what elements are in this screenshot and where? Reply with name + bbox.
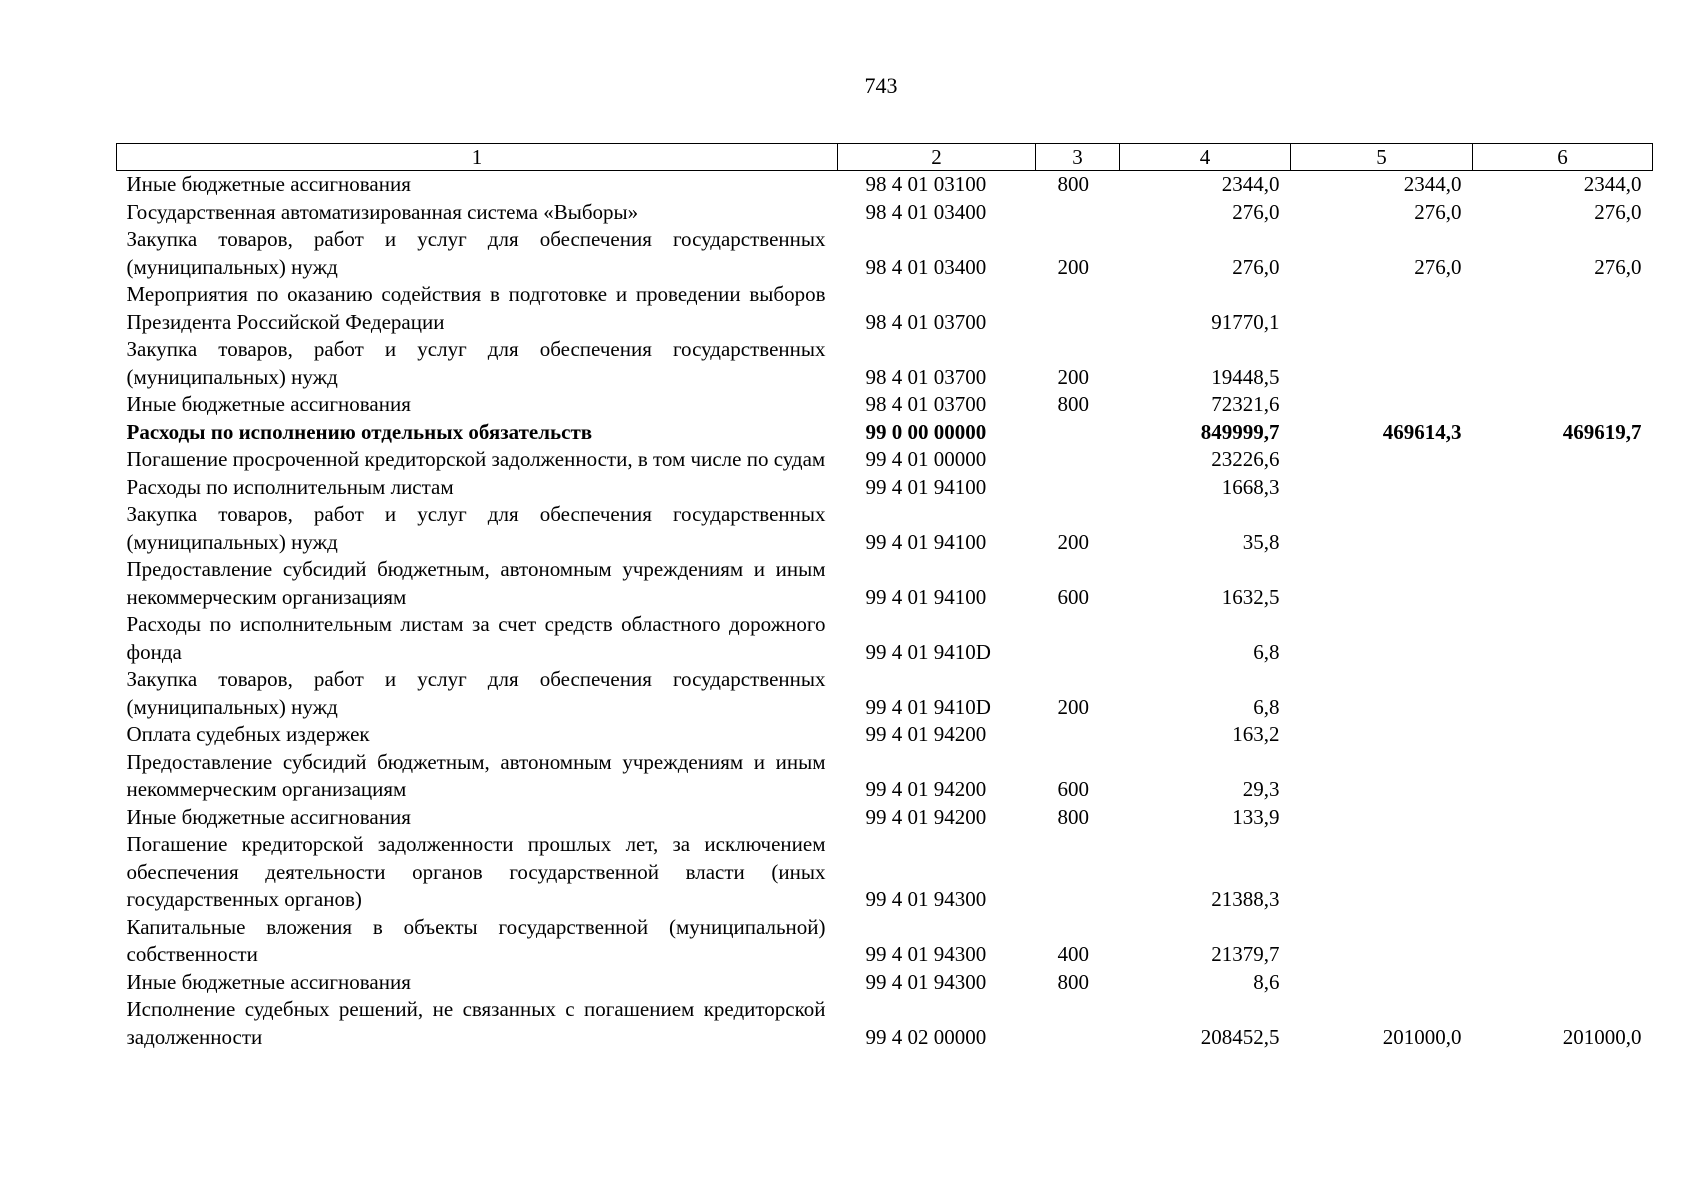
table-row <box>117 666 1653 721</box>
row-name-cell: Расходы по исполнительным листам <box>126 474 454 499</box>
row-code-cell: 99 4 01 94200 <box>865 804 987 829</box>
row-kvr-cell <box>1036 611 1120 666</box>
row-kvr-cell: 800 <box>1057 804 1089 829</box>
table-row <box>117 914 1653 969</box>
table-row <box>117 556 1653 611</box>
row-code-cell: 98 4 01 03700 <box>865 309 987 334</box>
column-header-3: 3 <box>1036 144 1120 171</box>
row-kvr-cell <box>1036 199 1120 227</box>
row-value-col4: 6,8 <box>1253 639 1280 664</box>
table-row <box>117 281 1653 336</box>
row-value-col6 <box>1473 474 1653 502</box>
row-value-col6 <box>1473 281 1653 336</box>
column-header-4: 4 <box>1120 144 1291 171</box>
row-code-cell: 98 4 01 03700 <box>865 364 987 389</box>
row-value-col6 <box>1473 446 1653 474</box>
row-kvr-cell: 800 <box>1057 392 1089 416</box>
row-value-col4: 29,3 <box>1242 777 1280 801</box>
row-value-col6 <box>1473 666 1653 721</box>
row-value-col5: 276,0 <box>1414 254 1462 279</box>
row-value-col4: 133,9 <box>1232 804 1280 829</box>
row-value-col6: 2344,0 <box>1583 172 1642 196</box>
row-name-cell: Мероприятия по оказанию содействия в подготовке и проведении выборов Президента Российской Федерации <box>126 282 826 334</box>
row-value-col5 <box>1291 611 1473 666</box>
table-row <box>117 226 1653 281</box>
table-row <box>117 749 1653 804</box>
table-row <box>117 996 1653 1051</box>
row-name-cell: Закупка товаров, работ и услуг для обеспечения государственных (муниципальных) нужд <box>126 667 826 719</box>
row-value-col4: 2344,0 <box>1221 172 1280 196</box>
row-kvr-cell <box>1036 996 1120 1051</box>
row-value-col4: 19448,5 <box>1211 364 1280 389</box>
row-code-cell: 99 4 01 94100 <box>865 474 987 499</box>
row-name-cell: Иные бюджетные ассигнования <box>126 172 411 196</box>
row-value-col6 <box>1473 501 1653 556</box>
row-code-cell: 98 4 01 03400 <box>865 254 987 279</box>
column-header-2: 2 <box>838 144 1036 171</box>
table-row <box>117 804 1653 832</box>
column-header-6: 6 <box>1473 144 1653 171</box>
row-value-col5: 469614,3 <box>1382 419 1462 444</box>
row-value-col4: 6,8 <box>1253 694 1280 719</box>
row-name-cell: Исполнение судебных решений, не связанных с погашением кредиторской задолженности <box>126 997 826 1049</box>
row-value-col4: 72321,6 <box>1211 392 1280 416</box>
row-kvr-cell: 200 <box>1057 364 1089 389</box>
row-kvr-cell: 200 <box>1057 529 1089 554</box>
row-name-cell: Иные бюджетные ассигнования <box>126 392 411 416</box>
row-kvr-cell <box>1036 419 1120 447</box>
row-kvr-cell <box>1036 446 1120 474</box>
row-value-col5: 201000,0 <box>1382 1024 1462 1049</box>
row-name-cell: Закупка товаров, работ и услуг для обеспечения государственных (муниципальных) нужд <box>126 502 826 554</box>
row-value-col5 <box>1291 556 1473 611</box>
row-kvr-cell: 400 <box>1057 942 1089 966</box>
row-value-col5: 276,0 <box>1414 199 1462 224</box>
row-value-col5 <box>1291 969 1473 997</box>
table-row <box>117 611 1653 666</box>
row-value-col4: 208452,5 <box>1200 1024 1280 1049</box>
table-row <box>117 419 1653 447</box>
row-value-col6: 201000,0 <box>1562 1024 1642 1049</box>
row-value-col6 <box>1473 556 1653 611</box>
row-value-col4: 163,2 <box>1232 722 1280 746</box>
row-value-col6 <box>1473 721 1653 749</box>
row-value-col5 <box>1291 281 1473 336</box>
column-header-5: 5 <box>1291 144 1473 171</box>
row-value-col5 <box>1291 914 1473 969</box>
row-kvr-cell: 800 <box>1057 969 1089 994</box>
row-value-col5: 2344,0 <box>1403 172 1462 196</box>
row-name-cell: Иные бюджетные ассигнования <box>126 804 411 829</box>
row-name-cell: Закупка товаров, работ и услуг для обеспечения государственных (муниципальных) нужд <box>126 337 826 389</box>
row-value-col6: 276,0 <box>1594 254 1642 279</box>
header-row <box>117 144 1653 171</box>
row-value-col5 <box>1291 474 1473 502</box>
row-value-col4: 1668,3 <box>1221 474 1280 499</box>
row-value-col4: 1632,5 <box>1221 584 1280 609</box>
row-value-col5 <box>1291 336 1473 391</box>
table-row <box>117 831 1653 914</box>
row-value-col6 <box>1473 749 1653 804</box>
row-value-col6: 469619,7 <box>1562 419 1642 444</box>
table-row <box>117 721 1653 749</box>
row-name-cell: Предоставление субсидий бюджетным, автономным учреждениям и иным некоммерческим организациям <box>126 557 826 609</box>
row-value-col5 <box>1291 501 1473 556</box>
row-value-col5 <box>1291 391 1473 419</box>
row-value-col5 <box>1291 804 1473 832</box>
budget-table <box>116 143 1653 1051</box>
row-value-col5 <box>1291 721 1473 749</box>
table-row <box>117 391 1653 419</box>
row-value-col4: 91770,1 <box>1211 309 1280 334</box>
row-name-cell: Погашение кредиторской задолженности прошлых лет, за исключением обеспечения деятельности органов государственной власти (иных государственных органов) <box>126 832 826 911</box>
row-code-cell: 99 4 01 94100 <box>865 584 987 609</box>
row-name-cell: Закупка товаров, работ и услуг для обеспечения государственных (муниципальных) нужд <box>126 227 826 279</box>
row-value-col4: 276,0 <box>1232 254 1280 279</box>
row-value-col4: 849999,7 <box>1200 419 1280 444</box>
row-value-col5 <box>1291 831 1473 914</box>
row-value-col6: 276,0 <box>1594 199 1642 224</box>
row-value-col5 <box>1291 446 1473 474</box>
row-code-cell: 99 4 01 9410D <box>865 639 991 664</box>
row-code-cell: 99 4 01 00000 <box>865 447 987 471</box>
row-code-cell: 99 4 02 00000 <box>865 1024 987 1049</box>
row-value-col6 <box>1473 391 1653 419</box>
table-row <box>117 171 1653 199</box>
row-value-col4: 8,6 <box>1253 969 1280 994</box>
row-kvr-cell: 200 <box>1057 694 1089 719</box>
table-row <box>117 336 1653 391</box>
row-kvr-cell <box>1036 831 1120 914</box>
row-code-cell: 98 4 01 03700 <box>865 392 987 416</box>
row-value-col6 <box>1473 336 1653 391</box>
row-value-col4: 21379,7 <box>1211 942 1280 966</box>
row-value-col4: 35,8 <box>1242 529 1280 554</box>
row-value-col5 <box>1291 749 1473 804</box>
row-name-cell: Погашение просроченной кредиторской задолженности, в том числе по судам <box>126 447 826 471</box>
row-kvr-cell <box>1036 721 1120 749</box>
row-value-col4: 23226,6 <box>1211 447 1280 471</box>
row-name-cell: Оплата судебных издержек <box>126 722 370 746</box>
row-kvr-cell <box>1036 474 1120 502</box>
row-code-cell: 98 4 01 03100 <box>865 172 987 196</box>
row-value-col6 <box>1473 831 1653 914</box>
page-number: 743 <box>864 73 898 98</box>
row-code-cell: 99 4 01 94300 <box>865 887 987 911</box>
row-code-cell: 99 4 01 94200 <box>865 777 987 801</box>
row-value-col4: 21388,3 <box>1211 887 1280 911</box>
row-name-cell: Иные бюджетные ассигнования <box>126 969 411 994</box>
row-code-cell: 99 0 00 00000 <box>865 419 987 444</box>
row-name-cell: Государственная автоматизированная система «Выборы» <box>126 199 639 224</box>
row-name-cell: Расходы по исполнению отдельных обязательств <box>126 419 593 444</box>
row-kvr-cell: 200 <box>1057 254 1089 279</box>
table-row <box>117 446 1653 474</box>
column-header-1: 1 <box>117 144 838 171</box>
table-row <box>117 474 1653 502</box>
row-value-col6 <box>1473 804 1653 832</box>
row-value-col6 <box>1473 611 1653 666</box>
row-value-col4: 276,0 <box>1232 199 1280 224</box>
table-row <box>117 501 1653 556</box>
row-code-cell: 99 4 01 9410D <box>865 694 991 719</box>
row-value-col5 <box>1291 666 1473 721</box>
row-code-cell: 99 4 01 94300 <box>865 969 987 994</box>
row-name-cell: Капитальные вложения в объекты государственной (муниципальной) собственности <box>126 914 826 966</box>
row-code-cell: 99 4 01 94100 <box>865 529 987 554</box>
row-kvr-cell: 800 <box>1057 172 1089 196</box>
row-value-col6 <box>1473 914 1653 969</box>
table-body <box>117 171 1653 1052</box>
row-kvr-cell <box>1036 281 1120 336</box>
row-value-col6 <box>1473 969 1653 997</box>
row-name-cell: Расходы по исполнительным листам за счет средств областного дорожного фонда <box>126 612 826 664</box>
row-kvr-cell: 600 <box>1057 584 1089 609</box>
row-kvr-cell: 600 <box>1057 777 1089 801</box>
row-code-cell: 99 4 01 94200 <box>865 722 987 746</box>
row-code-cell: 98 4 01 03400 <box>865 199 987 224</box>
row-code-cell: 99 4 01 94300 <box>865 942 987 966</box>
table-row <box>117 199 1653 227</box>
table-row <box>117 969 1653 997</box>
row-name-cell: Предоставление субсидий бюджетным, автономным учреждениям и иным некоммерческим организациям <box>126 749 826 801</box>
